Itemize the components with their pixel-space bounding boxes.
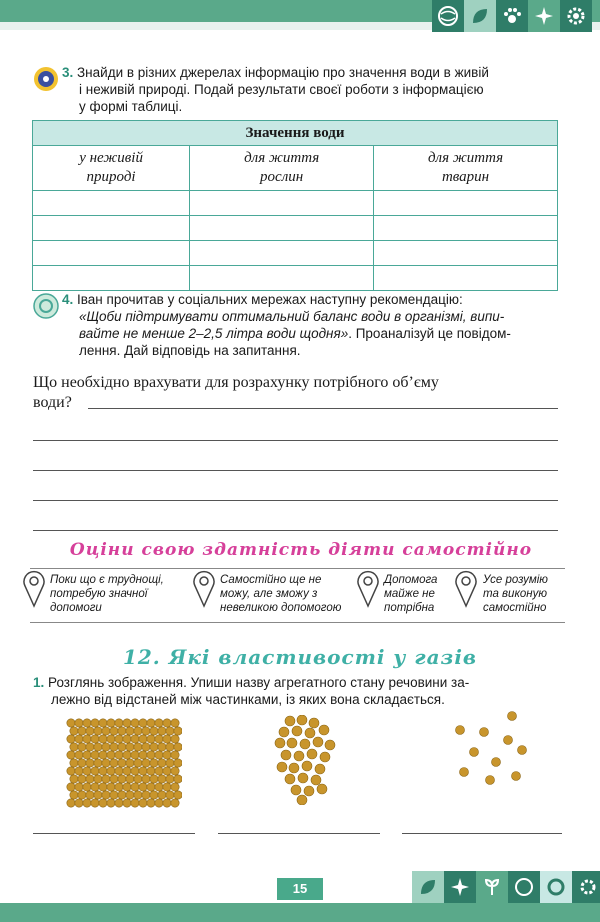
particle [99,735,107,743]
particle [504,736,513,745]
particle [147,735,155,743]
particle [70,775,78,783]
particle [75,735,83,743]
particle [102,759,110,767]
particle [174,727,182,735]
particle [142,791,150,799]
gear-icon [560,0,592,32]
particle [486,776,495,785]
particle [163,719,171,727]
option3-line3: потрібна [384,602,435,614]
particle [300,739,310,749]
particle [102,743,110,751]
particle [325,740,335,750]
particle [289,763,299,773]
task4-line3-rest: . Проаналізуй це повідом- [348,326,511,341]
particle [150,759,158,767]
particle [110,727,118,735]
col1-line2: природі [86,169,136,185]
particle [305,728,315,738]
self-option-4 [483,573,573,615]
particle [99,719,107,727]
table-row [33,216,558,241]
particle [302,761,312,771]
particle [163,767,171,775]
task4-number: 4. [62,292,74,307]
particle [139,751,147,759]
particle [86,743,94,751]
particle [115,735,123,743]
particle [174,743,182,751]
col2-line1: для життя [244,150,320,166]
option1-line2: потребую значної [50,588,148,600]
particle [158,727,166,735]
particle [150,727,158,735]
particle [163,751,171,759]
leaf-icon [412,871,444,903]
particle [150,775,158,783]
table-cell[interactable] [33,191,190,216]
particle [107,767,115,775]
particle [460,768,469,777]
table-cell[interactable] [374,266,558,291]
particle [102,727,110,735]
task4-line4: лення. Дай відповідь на запитання. [79,343,301,358]
particle [67,735,75,743]
answer-line[interactable] [33,500,558,501]
table-row [33,266,558,291]
particle [67,767,75,775]
task4-text [62,291,562,359]
table-cell[interactable] [190,216,374,241]
particle [115,799,123,807]
particle [139,767,147,775]
particle [102,791,110,799]
top-decoration [432,0,592,32]
question-line1: Що необхідно врахувати для розрахунку потрібного об’єму [33,374,439,391]
particle [107,735,115,743]
particle [171,767,179,775]
self-assessment-title: Оціни свою здатність діяти самостійно [69,540,533,560]
table-cell[interactable] [374,241,558,266]
particle [99,751,107,759]
particle [83,783,91,791]
table-cell[interactable] [374,191,558,216]
particle [166,743,174,751]
particle [102,775,110,783]
particle [297,715,307,725]
particle [147,799,155,807]
particle [275,738,285,748]
answer-line-liquid[interactable] [218,833,380,834]
particle [83,735,91,743]
particle [508,712,517,721]
particle [94,727,102,735]
question-text [33,373,563,413]
option1-line3: допомоги [50,602,102,614]
particle [139,799,147,807]
task1-number: 1. [33,675,45,690]
particle [110,743,118,751]
task3-text [62,64,562,115]
particle [287,738,297,748]
particle [126,743,134,751]
particle [309,718,319,728]
particle [67,719,75,727]
particle [470,748,479,757]
particle [492,758,501,767]
particle [166,775,174,783]
particle [155,799,163,807]
particle [166,727,174,735]
particle [134,727,142,735]
particle [99,799,107,807]
particle [70,791,78,799]
leaf-icon [464,0,496,32]
table-header-animals [374,146,558,191]
divider [30,622,565,623]
particle [83,751,91,759]
particle [131,767,139,775]
option4-line3: самостійно [483,602,547,614]
particle [126,791,134,799]
pin-icon[interactable] [454,568,478,613]
self-option-2 [220,573,360,615]
pin-icon[interactable] [22,568,46,613]
particle [126,759,134,767]
particle [158,775,166,783]
particle [67,783,75,791]
answer-line[interactable] [33,530,558,531]
particle [123,735,131,743]
particle [158,743,166,751]
particle [281,750,291,760]
particle [294,751,304,761]
particle [110,791,118,799]
particle [131,751,139,759]
particle [166,791,174,799]
particle [171,783,179,791]
answer-line-gas[interactable] [402,833,562,834]
question-line2: води? [33,394,72,411]
bottom-decoration [412,871,600,903]
particle [277,762,287,772]
particle [118,759,126,767]
particle [285,774,295,784]
table-header-nonliving [33,146,190,191]
option1-line1: Поки що є труднощі, [50,574,164,586]
particle [107,751,115,759]
particle [163,799,171,807]
option2-line3: невеликою допомогою [220,602,342,614]
particle [166,759,174,767]
answer-line[interactable] [33,440,558,441]
particle [171,751,179,759]
answer-line-solid[interactable] [33,833,195,834]
particle [304,786,314,796]
particle [171,735,179,743]
task4-icon [33,293,59,324]
sparkle-icon [444,871,476,903]
particle [315,764,325,774]
particle [91,799,99,807]
task3-number: 3. [62,65,74,80]
option2-line2: можу, але зможу з [220,588,318,600]
particle [107,799,115,807]
table-row [33,191,558,216]
particle [91,751,99,759]
table-cell[interactable] [190,266,374,291]
option4-line1: Усе розумію [483,574,548,586]
particle [123,767,131,775]
particle [134,791,142,799]
particle [91,735,99,743]
water-table [32,120,558,291]
sparkle-icon [528,0,560,32]
option3-line2: майже не [384,588,435,600]
table-title: Значення води [33,121,558,146]
particle [174,775,182,783]
particle [319,725,329,735]
table-cell[interactable] [190,191,374,216]
particle [118,727,126,735]
ring-icon [540,871,572,903]
particle [83,799,91,807]
task3-line1: Знайди в різних джерелах інформацію про значення води в живій [77,65,489,80]
particle [83,719,91,727]
particle [292,726,302,736]
particle [134,775,142,783]
particle [78,743,86,751]
particle [70,727,78,735]
particle [123,783,131,791]
col1-line1: у неживій [79,150,143,166]
task3-icon [33,66,59,97]
particle [155,751,163,759]
particle [147,719,155,727]
table-cell[interactable] [190,241,374,266]
particle [123,799,131,807]
col3-line1: для життя [427,150,504,166]
particle [78,727,86,735]
particle [91,767,99,775]
particle [142,759,150,767]
self-option-3 [384,573,454,615]
particle [142,727,150,735]
particle [86,775,94,783]
particle [142,743,150,751]
particle [155,735,163,743]
task3-line3: у формі таблиці. [79,99,183,114]
globe-icon [508,871,540,903]
divider [30,568,565,569]
particle [75,783,83,791]
particle [99,767,107,775]
particle [115,783,123,791]
table-cell[interactable] [33,241,190,266]
particle [99,783,107,791]
self-option-1 [50,573,185,615]
table-cell[interactable] [33,216,190,241]
sprout-icon [476,871,508,903]
task4-line2: «Щоби підтримувати оптимальний баланс води в організмі, випи- [79,309,505,324]
option4-line2: та виконую [483,588,547,600]
option2-line1: Самостійно ще не [220,574,322,586]
paw-icon [496,0,528,32]
section-title: 12. Які властивості у газів [122,645,478,669]
particle [70,743,78,751]
particle [298,773,308,783]
task1-line2: лежно від відстаней між частинками, із яких вона складається. [51,692,445,707]
particle [134,759,142,767]
option3-line1: Допомога [384,574,438,586]
particle [86,791,94,799]
particle [118,791,126,799]
task4-quote-end: вайте не менше 2–2,5 літра води щодня» [79,326,349,341]
globe-icon [432,0,464,32]
page-number: 15 [277,878,323,900]
particle [139,783,147,791]
particle [86,759,94,767]
particle [480,728,489,737]
particle [147,783,155,791]
particle [131,719,139,727]
particle [67,751,75,759]
particle [110,775,118,783]
particle [313,737,323,747]
particle [123,719,131,727]
particle [171,799,179,807]
particle [91,719,99,727]
particle [285,716,295,726]
particle [163,783,171,791]
particle [78,759,86,767]
particle [75,799,83,807]
particle [158,791,166,799]
particle [150,743,158,751]
particle [456,726,465,735]
particle [171,719,179,727]
particle [118,775,126,783]
particle [70,759,78,767]
particle [107,783,115,791]
gear-icon [572,871,600,903]
particle [317,784,327,794]
particle [118,743,126,751]
liquid-particles-image [272,715,344,805]
answer-line[interactable] [33,470,558,471]
particle [279,727,289,737]
particle [107,719,115,727]
particle [139,735,147,743]
particle [75,767,83,775]
particle [115,767,123,775]
particle [291,785,301,795]
particle [115,719,123,727]
particle [91,783,99,791]
particle [94,791,102,799]
particle [75,751,83,759]
task3-line2: і неживій природі. Подай результати своєї роботи з інформацією [79,82,484,97]
task4-line1: Іван прочитав у соціальних мережах наступну рекомендацію: [77,292,463,307]
particle [158,759,166,767]
particle [155,783,163,791]
particle [142,775,150,783]
particle [110,759,118,767]
particle [311,775,321,785]
particle [131,735,139,743]
particle [131,799,139,807]
gas-particles-image [450,710,534,794]
particle [147,767,155,775]
particle [155,719,163,727]
particle [307,749,317,759]
particle [123,751,131,759]
particle [75,719,83,727]
pin-icon[interactable] [356,568,380,613]
particle [163,735,171,743]
table-row [33,241,558,266]
particle [83,767,91,775]
particle [94,759,102,767]
particle [139,719,147,727]
particle [126,727,134,735]
particle [518,746,527,755]
particle [94,743,102,751]
particle [94,775,102,783]
particle [155,767,163,775]
particle [78,775,86,783]
particle [150,791,158,799]
particle [78,791,86,799]
particle [115,751,123,759]
particle [126,775,134,783]
solid-particles-image [66,718,182,810]
particle [131,783,139,791]
task1-line1: Розглянь зображення. Упиши назву агрегатного стану речовини за- [48,675,470,690]
answer-line[interactable] [88,408,558,409]
col2-line2: рослин [260,169,304,185]
table-cell[interactable] [374,216,558,241]
col3-line2: тварин [441,169,490,185]
particle [320,752,330,762]
particle [134,743,142,751]
pin-icon[interactable] [192,568,216,613]
table-header-plants [190,146,374,191]
particle [174,791,182,799]
bottom-band [0,903,600,922]
task1-text [33,674,563,708]
table-cell[interactable] [33,266,190,291]
particle [512,772,521,781]
particle [67,799,75,807]
particle [174,759,182,767]
particle [86,727,94,735]
particle [297,795,307,805]
particle [147,751,155,759]
